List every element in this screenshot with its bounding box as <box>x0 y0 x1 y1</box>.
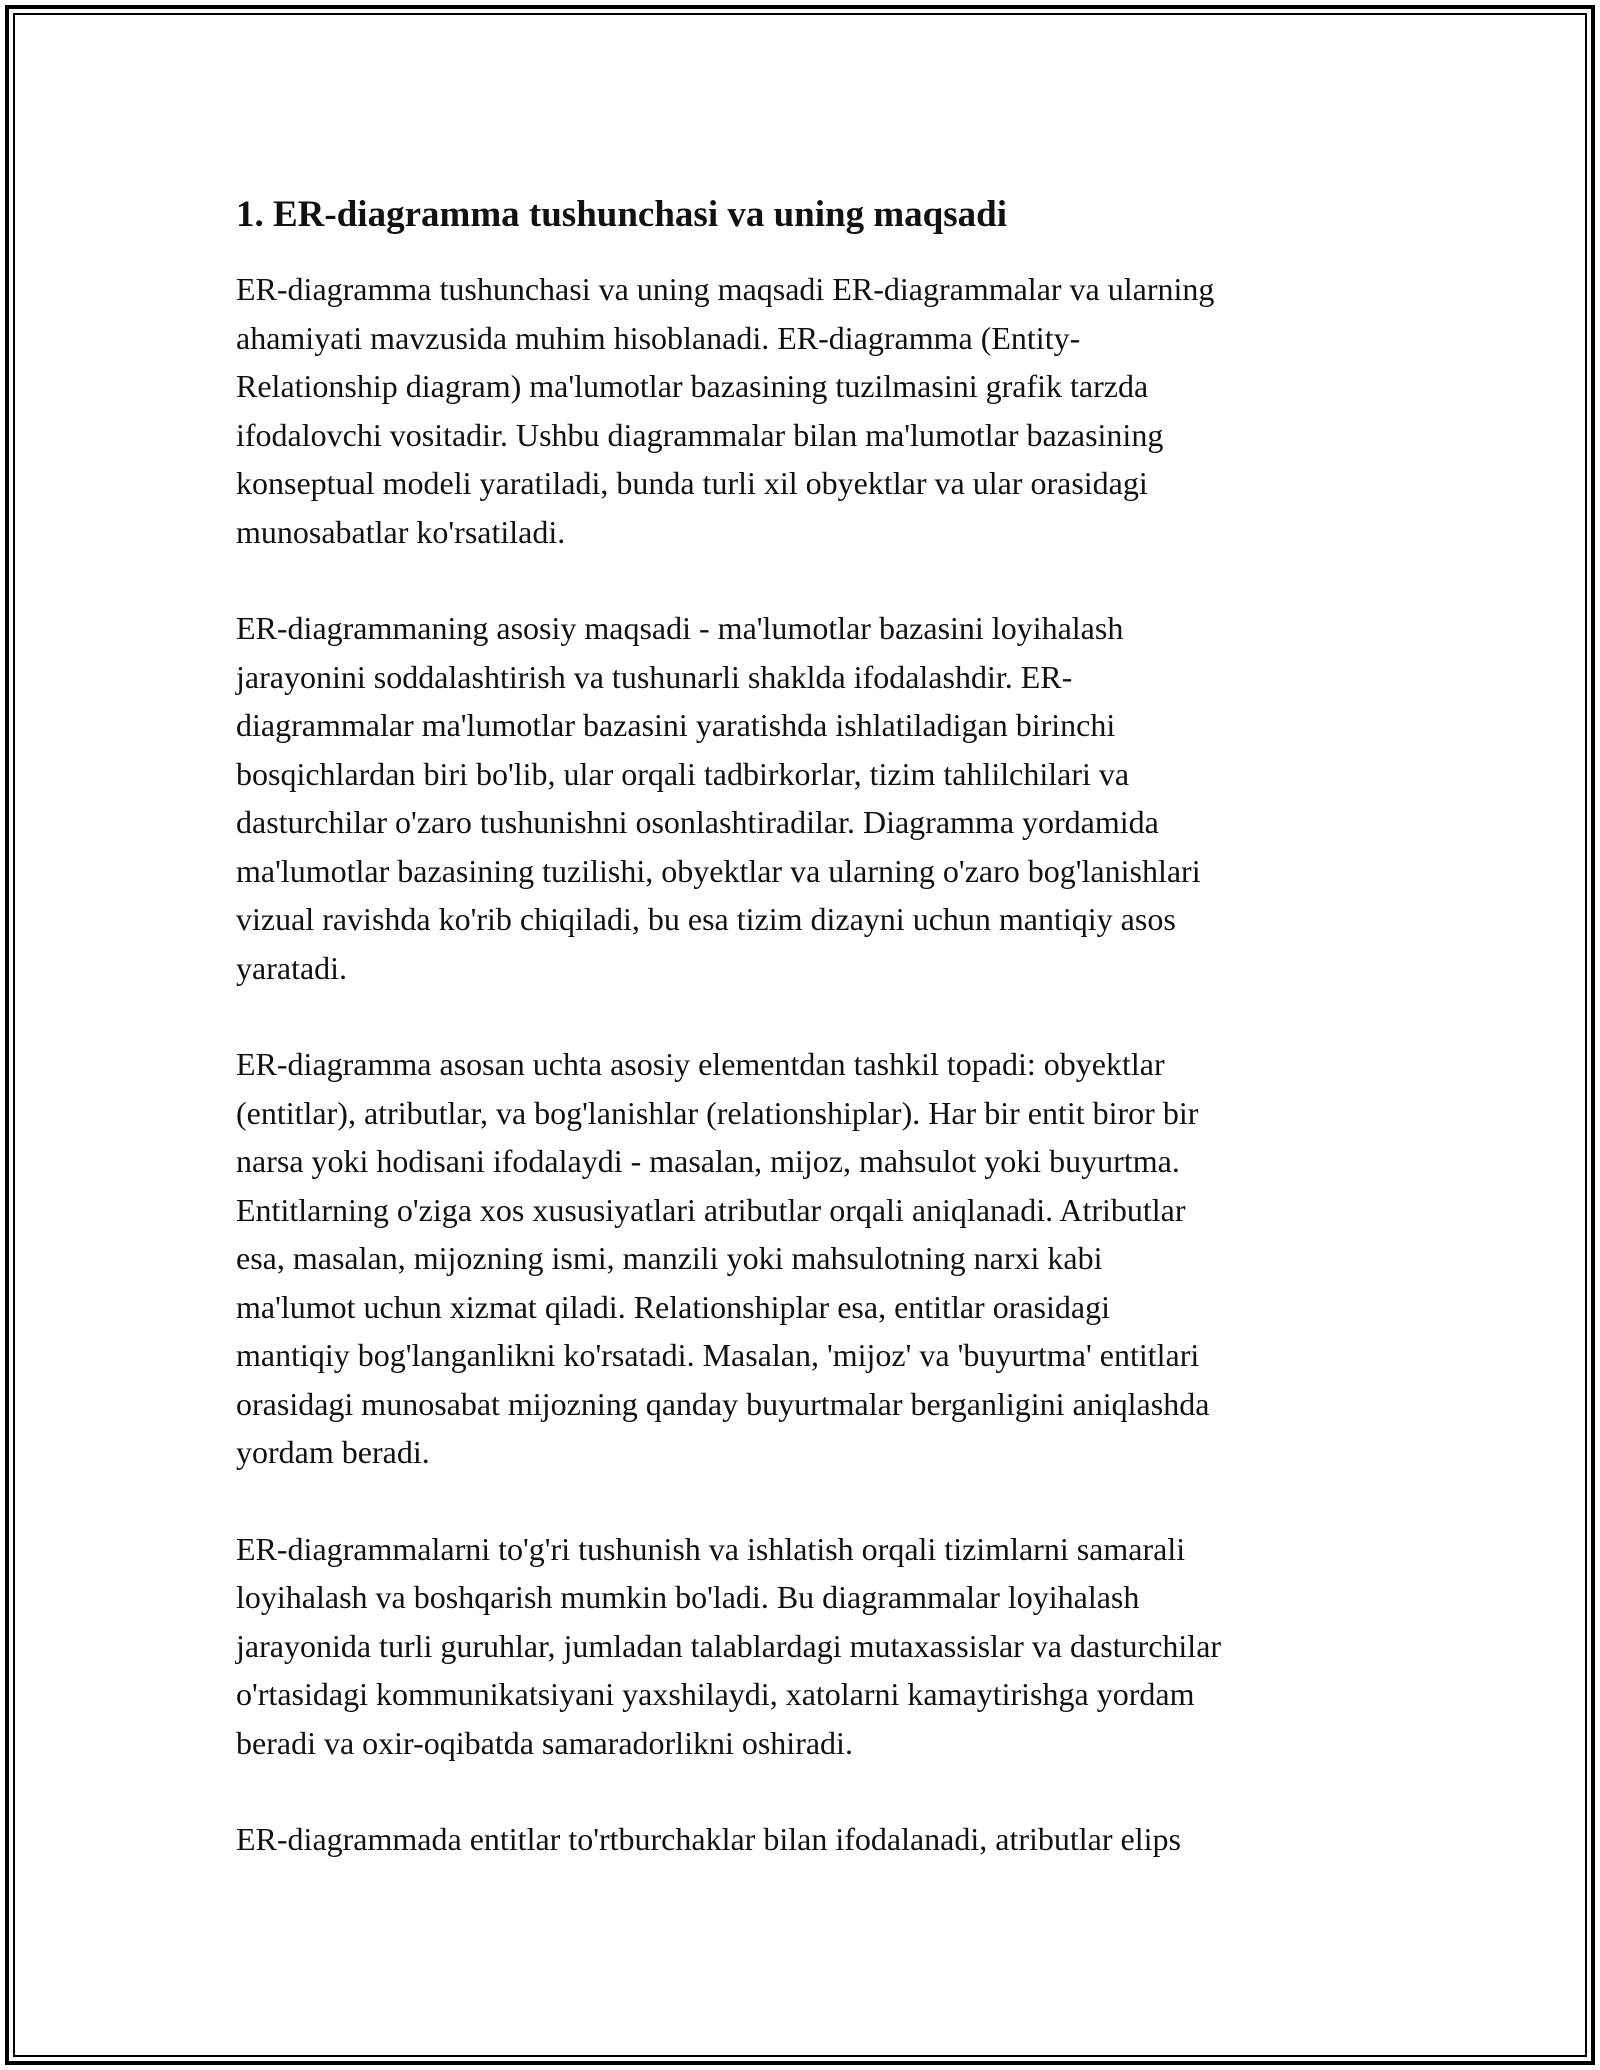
paragraph-3: ER-diagramma asosan uchta asosiy elementdan tashkil topadi: obyektlar (entitlar), atributlar, va bog'lanishlar (relationshiplar). Har bir entit biror bir narsa yoki hodisani ifodalaydi - masalan, mijoz, mahsulot yoki buyurtma. Entitlarning o'ziga xos xususiyatlari atributlar orqali aniqlanadi. Atributlar esa, masalan, mijozning ismi, manzili yoki mahsulotning narxi kabi ma'lumot uchun xizmat qiladi. Relationshiplar esa, entitlar orasidagi mantiqiy bog'langanlikni ko'rsatadi. Masalan, 'mijoz' va 'buyurtma' entitlari orasidagi munosabat mijozning qanday buyurtmalar berganligini aniqlashda yordam beradi. <box>236 1046 1210 1470</box>
section-heading: 1. ER-diagramma tushunchasi va uning maqsadi <box>236 194 1008 235</box>
paragraph-2: ER-diagrammaning asosiy maqsadi - ma'lumotlar bazasini loyihalash jarayonini soddalashtirish va tushunarli shaklda ifodalashdir. ER- diagrammalar ma'lumotlar bazasini yaratishda ishlatiladigan birinchi bosqichlardan biri bo'lib, ular orqali tadbirkorlar, tizim tahlilchilari va dasturchilar o'zaro tushunishni osonlashtiradilar. Diagramma yordamida ma'lumotlar bazasining tuzilishi, obyektlar va ularning o'zaro bog'lanishlari vizual ravishda ko'rib chiqiladi, bu esa tizim dizayni uchun mantiqiy asos yaratadi. <box>236 610 1201 986</box>
document-body <box>236 185 1386 1912</box>
paragraph-4: ER-diagrammalarni to'g'ri tushunish va ishlatish orqali tizimlarni samarali loyihalash va boshqarish mumkin bo'ladi. Bu diagrammalar loyihalash jarayonida turli guruhlar, jumladan talablardagi mutaxassislar va dasturchilar o'rtasidagi kommunikatsiyani yaxshilaydi, xatolarni kamaytirishga yordam beradi va oxir-oqibatda samaradorlikni oshiradi. <box>236 1530 1222 1761</box>
paragraph-5: ER-diagrammada entitlar to'rtburchaklar bilan ifodalanadi, atributlar elips <box>236 1821 1181 1857</box>
paragraph-1: ER-diagramma tushunchasi va uning maqsadi ER-diagrammalar va ularning ahamiyati mavzusida muhim hisoblanadi. ER-diagramma (Entity- Relationship diagram) ma'lumotlar bazasining tuzilmasini grafik tarzda ifodalovchi vositadir. Ushbu diagrammalar bilan ma'lumotlar bazasining konseptual modeli yaratiladi, bunda turli xil obyektlar va ular orasidagi munosabatlar ko'rsatiladi. <box>236 271 1215 550</box>
